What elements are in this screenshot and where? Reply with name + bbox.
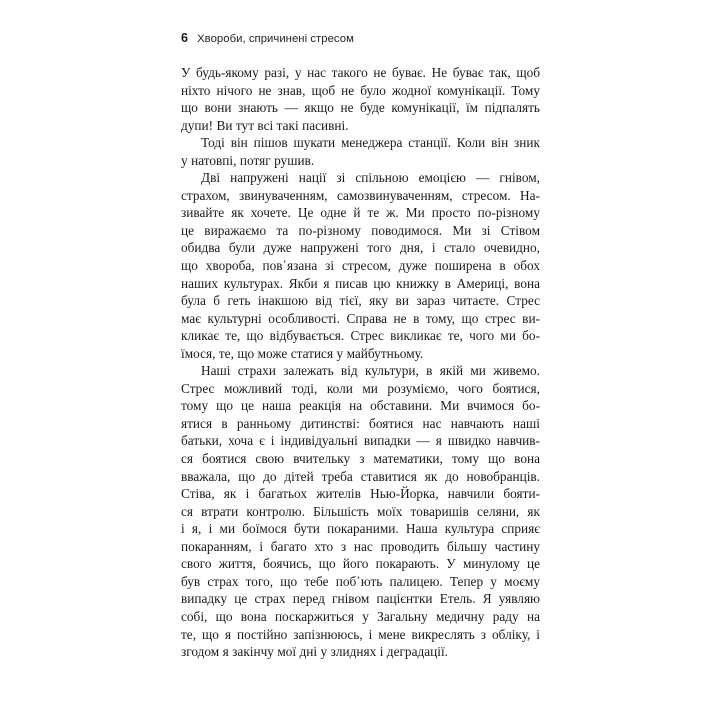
paragraph: [181, 64, 540, 134]
text-line: покаранням, і багато хто з нас проводить більшу частину: [181, 538, 540, 554]
text-line: ніхто нічого не знав, щоб не було жодної комунікації. Тому: [181, 82, 540, 98]
text-line: ятися в ранньому дитинстві: боятися нас навчають наші: [181, 415, 540, 431]
text-line: була б геть інакшою від тієї, яку ви зараз читаєте. Стрес: [181, 293, 540, 309]
text-line: свого життя, боячись, що його покарають. У минулому це: [181, 556, 540, 572]
running-head-title: Хвороби, спричинені стресом: [197, 33, 354, 45]
paragraph: [181, 134, 540, 169]
text-line: Наші страхи залежать від культури, в якій ми живемо.: [201, 363, 540, 379]
text-line: Тоді він пішов шукати менеджера станції. Коли він зник: [201, 135, 540, 151]
text-line: їмося, те, що може статися у майбутньому.: [181, 345, 424, 361]
text-line: вважала, що до дітей треба ставитися як до новобранців.: [181, 468, 540, 484]
text-line: те, що я постійно запізнююсь, і мене викреслять з обліку, і: [181, 626, 540, 642]
text-line: Стрес можливий тоді, коли ми розуміємо, чого боятися,: [181, 380, 540, 396]
body-text-block: [181, 64, 540, 661]
running-head: [181, 31, 541, 45]
text-line: Стіва, як і багатьох жителів Нью-Йорка, навчили бояти-: [181, 486, 540, 502]
text-line: страхом, звинуваченням, самозвинуваченням, стресом. На-: [181, 187, 540, 203]
text-line: що вони знають — якщо не буде комунікації, їм підпалять: [181, 100, 540, 116]
paragraph: [181, 362, 540, 660]
paragraph: [181, 169, 540, 362]
text-line: собі, що вона поскаржиться у Загальну медичну раду на: [181, 608, 540, 624]
text-line: кликає те, що відбувається. Стрес викликає те, чого ми бо-: [181, 328, 540, 344]
text-line: має культурні особливості. Справа не в тому, що стрес ви-: [181, 310, 540, 326]
text-line: у натовпі, потяг рушив.: [181, 152, 315, 168]
text-line: тому що це наша реакція на обставини. Ми вчимося бо-: [181, 398, 540, 414]
text-line: згодом я закінчу мої дні у злиднях і деградації.: [181, 644, 448, 660]
text-line: був страх того, що тебе поб᾽ють палицею. Тепер у моєму: [181, 573, 540, 589]
text-line: ся втрати контролю. Більшість моїх товаришів селяни, як: [181, 503, 540, 519]
text-line: Дві напружені нації зі спільною емоцією — гнівом,: [201, 170, 540, 186]
text-line: ся боятися свою вчительку з математики, тому що вона: [181, 451, 540, 467]
text-line: наших культурах. Якби я писав цю книжку в Америці, вона: [181, 275, 540, 291]
text-line: зивайте як хочете. Це одне й те ж. Ми просто по-різному: [181, 205, 540, 221]
text-line: дупи! Ви тут всі такі пасивні.: [181, 117, 349, 133]
text-line: У будь-якому разі, у нас такого не буває. Не буває так, щоб: [181, 65, 540, 80]
page-number: 6: [181, 31, 189, 45]
text-line: і я, і ми боїмося бути покараними. Наша культура сприяє: [181, 521, 540, 537]
text-line: батьки, хоча є і індивідуальні випадки — я швидко навчив-: [181, 433, 540, 449]
text-line: це виражаємо та по-різному поводимося. Ми зі Стівом: [181, 222, 540, 238]
text-line: обидва були дуже напружені того дня, і стало очевидно,: [181, 240, 540, 256]
text-line: що хвороба, пов᾽язана зі стресом, дуже поширена в обох: [181, 258, 540, 274]
text-line: випадку це страх перед гнівом пацієнтки Етель. Я уявляю: [181, 591, 540, 607]
